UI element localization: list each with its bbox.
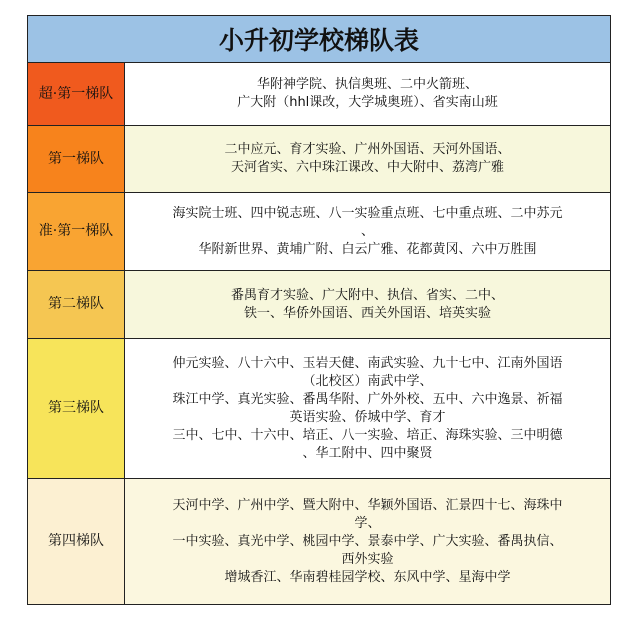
school-line: 学、 — [354, 515, 381, 531]
school-line: 天河中学、广州中学、暨大附中、华颖外国语、汇景四十七、海珠中 — [172, 497, 563, 513]
school-line: 西外实验 — [341, 551, 394, 567]
school-line: 海实院士班、四中锐志班、八一实验重点班、七中重点班、二中苏元 — [172, 205, 563, 221]
school-line: 铁一、华侨外国语、西关外国语、培英实验 — [243, 305, 491, 321]
school-line: 华附新世界、黄埔广附、白云广雅、花都黄冈、六中万胜围 — [198, 241, 537, 257]
school-list — [125, 339, 611, 479]
school-list — [125, 271, 611, 339]
school-line: 英语实验、侨城中学、育才 — [289, 409, 446, 425]
school-line: 一中实验、真光中学、桃园中学、景泰中学、广大实验、番禺执信、 — [172, 533, 563, 549]
tier-label: 第四梯队 — [28, 479, 125, 605]
tier-row — [28, 126, 611, 193]
tier-row — [28, 193, 611, 271]
tier-row — [28, 63, 611, 126]
school-list — [125, 126, 611, 193]
tier-row — [28, 339, 611, 479]
school-line: 、 — [360, 223, 374, 239]
tier-row — [28, 479, 611, 605]
title-row — [28, 16, 611, 63]
tier-label: 超·第一梯队 — [28, 63, 125, 126]
school-list — [125, 63, 611, 126]
school-line: 仲元实验、八十六中、玉岩天健、南武实验、九十七中、江南外国语 — [172, 355, 563, 371]
school-line: 天河省实、六中珠江课改、中大附中、荔湾广雅 — [230, 160, 504, 175]
tier-label: 第三梯队 — [28, 339, 125, 479]
school-line: 华附神学院、执信奥班、二中火箭班、 — [256, 77, 478, 92]
school-line: 二中应元、育才实验、广州外国语、天河外国语、 — [224, 142, 511, 157]
school-line: 增城香江、华南碧桂园学校、东风中学、星海中学 — [224, 569, 511, 585]
school-line: （北校区）南武中学、 — [302, 373, 433, 389]
school-line: 番禺育才实验、广大附中、执信、省实、二中、 — [230, 287, 504, 303]
school-line: 珠江中学、真光实验、番禺华附、广外外校、五中、六中逸景、祈福 — [172, 391, 563, 407]
school-list — [125, 193, 611, 271]
tier-label: 第一梯队 — [28, 126, 125, 193]
tier-table — [27, 15, 611, 605]
tier-label: 准·第一梯队 — [28, 193, 125, 271]
school-line: 三中、七中、十六中、培正、八一实验、培正、海珠实验、三中明德 — [172, 427, 563, 443]
tier-label: 第二梯队 — [28, 271, 125, 339]
table-title: 小升初学校梯队表 — [28, 16, 611, 63]
school-line: 广大附（hhl课改，大学城奥班）、省实南山班 — [237, 95, 498, 110]
school-line: 、华工附中、四中聚贤 — [302, 445, 433, 461]
tier-row — [28, 271, 611, 339]
school-list — [125, 479, 611, 605]
